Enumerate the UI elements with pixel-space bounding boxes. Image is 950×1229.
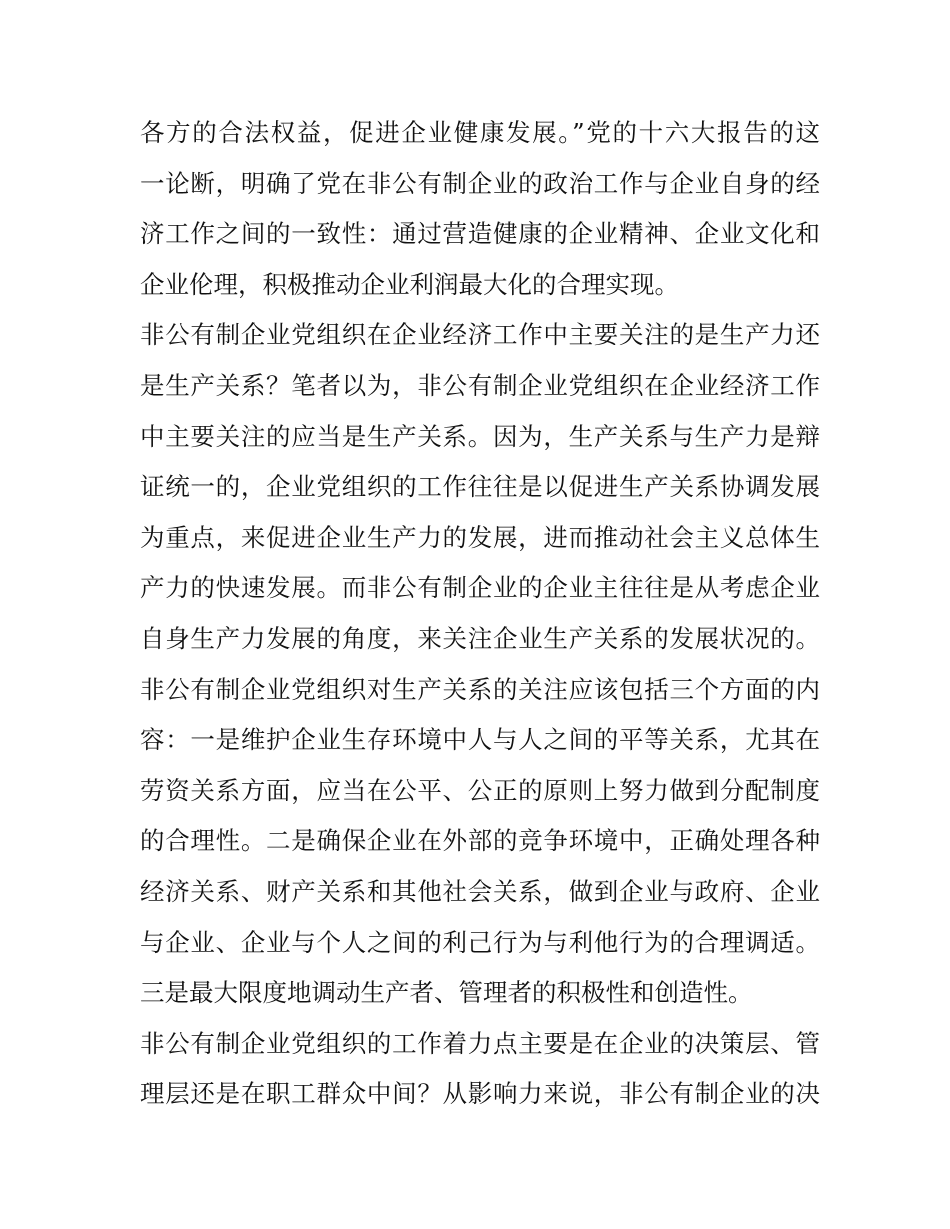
text-line: 非公有制企业党组织在企业经济工作中主要关注的是生产力还 <box>140 320 820 350</box>
text-line: 是生产关系？笔者以为，非公有制企业党组织在企业经济工作 <box>140 370 820 400</box>
document-text-body <box>140 108 820 1120</box>
text-line: 济工作之间的一致性：通过营造健康的企业精神、企业文化和 <box>140 219 820 249</box>
text-line: 为重点，来促进企业生产力的发展，进而推动社会主义总体生 <box>140 522 820 552</box>
text-line: 三是最大限度地调动生产者、管理者的积极性和创造性。 <box>140 978 753 1008</box>
text-line: 产力的快速发展。而非公有制企业的企业主往往是从考虑企业 <box>140 573 820 603</box>
text-line: 非公有制企业党组织对生产关系的关注应该包括三个方面的内 <box>140 674 820 704</box>
text-line: 非公有制企业党组织的工作着力点主要是在企业的决策层、管 <box>140 1028 820 1058</box>
text-line: 中主要关注的应当是生产关系。因为，生产关系与生产力是辩 <box>140 421 820 451</box>
text-line: 自身生产力发展的角度，来关注企业生产关系的发展状况的。 <box>140 623 820 653</box>
text-line: 一论断，明确了党在非公有制企业的政治工作与企业自身的经 <box>140 168 820 198</box>
text-line: 证统一的，企业党组织的工作往往是以促进生产关系协调发展 <box>140 472 820 502</box>
text-line: 容：一是维护企业生存环境中人与人之间的平等关系，尤其在 <box>140 725 820 755</box>
text-line: 的合理性。二是确保企业在外部的竞争环境中，正确处理各种 <box>140 826 820 856</box>
text-line: 企业伦理，积极推动企业利润最大化的合理实现。 <box>140 269 679 299</box>
text-line: 经济关系、财产关系和其他社会关系，做到企业与政府、企业 <box>140 876 820 906</box>
text-line: 劳资关系方面，应当在公平、公正的原则上努力做到分配制度 <box>140 775 820 805</box>
text-line: 各方的合法权益，促进企业健康发展。”党的十六大报告的这 <box>140 118 820 147</box>
text-line: 理层还是在职工群众中间？从影响力来说，非公有制企业的决 <box>140 1079 820 1109</box>
text-line: 与企业、企业与个人之间的利己行为与利他行为的合理调适。 <box>140 927 820 957</box>
